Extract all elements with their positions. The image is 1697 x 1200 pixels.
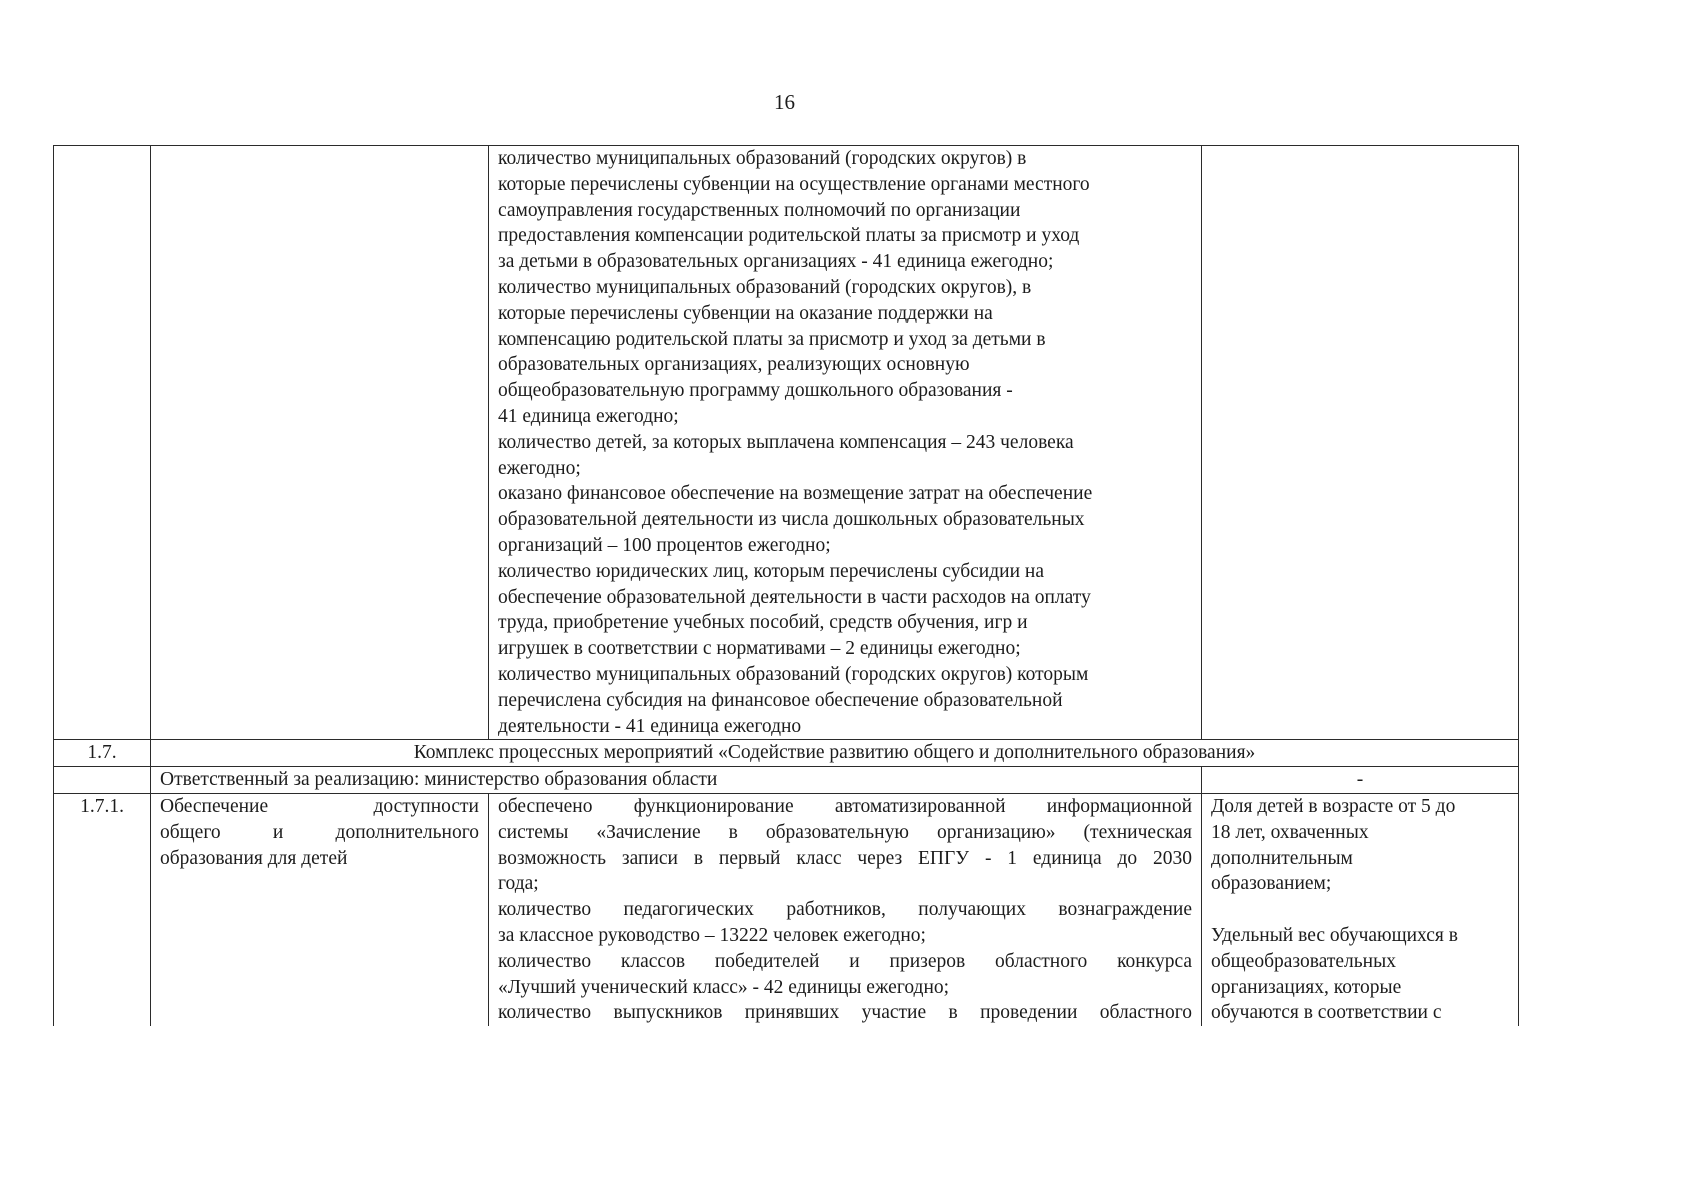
results-line: которые перечислены субвенции на осуществление органами местного bbox=[498, 173, 1090, 195]
task-line: Обеспечение доступности bbox=[160, 795, 479, 817]
results-line: игрушек в соответствии с нормативами – 2 единицы ежегодно; bbox=[498, 638, 1021, 660]
results-line: количество детей, за которых выплачена компенсация – 243 человека bbox=[498, 431, 1074, 453]
results-line: обеспечение образовательной деятельности в части расходов на оплату bbox=[498, 586, 1091, 608]
task-line: общего и дополнительного bbox=[160, 821, 479, 843]
page-number: 16 bbox=[774, 90, 795, 114]
section-header-row bbox=[54, 740, 1519, 767]
results-line: компенсацию родительской платы за присмотр и уход за детьми в bbox=[498, 328, 1046, 350]
table-row-continuation bbox=[54, 146, 1519, 740]
results-line: количество юридических лиц, которым перечислены субсидии на bbox=[498, 560, 1044, 582]
results-line: за детьми в образовательных организациях - 41 единица ежегодно; bbox=[498, 251, 1054, 273]
results-line: за классное руководство – 13222 человек ежегодно; bbox=[498, 924, 926, 946]
results-line: возможность записи в первый класс через ЕПГУ - 1 единица до 2030 bbox=[498, 847, 1192, 869]
results-line: труда, приобретение учебных пособий, средств обучения, игр и bbox=[498, 612, 1028, 634]
results-line: количество муниципальных образований (городских округов) в bbox=[498, 148, 1027, 169]
results-line: года; bbox=[498, 873, 539, 895]
results-line: количество педагогических работников, получающих вознаграждение bbox=[498, 899, 1192, 921]
empty-cell bbox=[54, 767, 151, 794]
indicator-line: дополнительным bbox=[1211, 847, 1353, 869]
section-title: Комплекс процессных мероприятий «Содействие развитию общего и дополнительного образования» bbox=[151, 740, 1519, 767]
responsible-label: Ответственный за реализацию: министерство образования области bbox=[151, 767, 1202, 794]
results-line: количество муниципальных образований (городских округов), в bbox=[498, 276, 1032, 298]
task-row bbox=[54, 793, 1519, 1026]
results-line: организаций – 100 процентов ежегодно; bbox=[498, 534, 831, 556]
results-line: оказано финансовое обеспечение на возмещение затрат на обеспечение bbox=[498, 483, 1093, 505]
results-line: образовательных организациях, реализующих основную bbox=[498, 354, 970, 376]
task-cell bbox=[151, 146, 489, 740]
results-line: предоставления компенсации родительской платы за присмотр и уход bbox=[498, 225, 1080, 247]
results-line: образовательной деятельности из числа дошкольных образовательных bbox=[498, 509, 1085, 531]
results-cell bbox=[489, 793, 1202, 1026]
task-line: образования для детей bbox=[160, 847, 348, 869]
indicator-line: образованием; bbox=[1211, 873, 1332, 895]
indicator-gap bbox=[1211, 897, 1509, 923]
task-cell bbox=[151, 793, 489, 1026]
results-cell bbox=[489, 146, 1202, 740]
results-line: самоуправления государственных полномочий по организации bbox=[498, 199, 1021, 221]
responsible-value: - bbox=[1202, 767, 1519, 794]
results-line: 41 единица ежегодно; bbox=[498, 405, 679, 427]
indicator-line: 18 лет, охваченных bbox=[1211, 821, 1369, 843]
indicator-cell bbox=[1202, 793, 1519, 1026]
results-line: деятельности - 41 единица ежегодно bbox=[498, 715, 802, 737]
results-line: количество классов победителей и призеров областного конкурса bbox=[498, 950, 1192, 972]
results-line: системы «Зачисление в образовательную организацию» (техническая bbox=[498, 821, 1192, 843]
number-cell bbox=[54, 146, 151, 740]
results-line: количество муниципальных образований (городских округов) которым bbox=[498, 663, 1089, 685]
results-line: «Лучший ученический класс» - 42 единицы ежегодно; bbox=[498, 976, 950, 998]
results-line: общеобразовательную программу дошкольного образования - bbox=[498, 380, 1013, 402]
section-number: 1.7. bbox=[54, 740, 151, 767]
indicator-cell bbox=[1202, 146, 1519, 740]
indicator-line: Удельный вес обучающихся в bbox=[1211, 924, 1458, 946]
results-line: обеспечено функционирование автоматизированной информационной bbox=[498, 795, 1192, 817]
indicator-line: Доля детей в возрасте от 5 до bbox=[1211, 795, 1456, 817]
results-line: которые перечислены субвенции на оказание поддержки на bbox=[498, 302, 993, 324]
task-number: 1.7.1. bbox=[54, 793, 151, 1026]
program-table bbox=[53, 145, 1519, 1026]
indicator-line: организациях, которые bbox=[1211, 976, 1402, 998]
results-line: ежегодно; bbox=[498, 457, 581, 479]
results-line: количество выпускников принявших участие в проведении областного bbox=[498, 1002, 1192, 1024]
results-line: перечислена субсидия на финансовое обеспечение образовательной bbox=[498, 689, 1063, 711]
responsible-row bbox=[54, 767, 1519, 794]
indicator-line: обучаются в соответствии с bbox=[1211, 1002, 1442, 1024]
indicator-line: общеобразовательных bbox=[1211, 950, 1396, 972]
